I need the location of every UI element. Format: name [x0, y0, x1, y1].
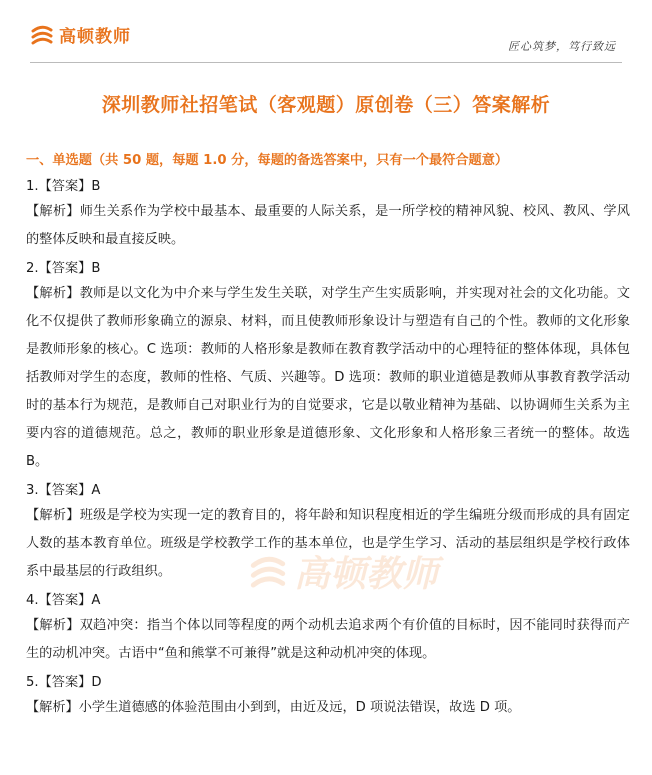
question-1-analysis: 【解析】师生关系作为学校中最基本、最重要的人际关系，是一所学校的精神风貌、校风、教风、学风的整体反映和最直接反映。 [26, 204, 630, 247]
question-2-answer: 2.【答案】B [26, 261, 101, 276]
question-3-analysis: 【解析】班级是学校为实现一定的教育目的，将年龄和知识程度相近的学生编班分级而形成的具有固定人数的基本教育单位。班级是学校教学工作的基本单位，也是学生学习、活动的基层组织是学校行政体系中最基层的行政组织。 [26, 508, 630, 579]
document-title: 深圳教师社招笔试（客观题）原创卷（三）答案解析 [101, 94, 551, 116]
question-1-answer: 1.【答案】B [26, 179, 101, 194]
question-4-answer: 4.【答案】A [26, 593, 101, 608]
question-5-analysis: 【解析】小学生道德感的体验范围由小到到，由近及远，D 项说法错误，故选 D 项。 [26, 700, 521, 715]
question-3-answer: 3.【答案】A [26, 483, 101, 498]
logo-mark-icon [30, 24, 54, 46]
watermark-text: 高顿教师 [294, 554, 439, 595]
header-divider [30, 62, 622, 63]
logo-text: 高顿教师 [59, 27, 131, 47]
question-4-analysis: 【解析】双趋冲突：指当个体以同等程度的两个动机去追求两个有价值的目标时，因不能同时获得而产生的动机冲突。古语中“鱼和熊掌不可兼得”就是这种动机冲突的体现。 [26, 618, 630, 661]
question-5-answer: 5.【答案】D [26, 675, 102, 690]
document-body [26, 150, 630, 722]
question-2-analysis: 【解析】教师是以文化为中介来与学生发生关联，对学生产生实质影响，并实现对社会的文化功能。文化不仅提供了教师形象确立的源泉、材料，而且使教师形象设计与塑造有自己的个性。教师的文化形象是教师形象的核心。C 选项：教师的人格形象是教师在教育教学活动中的心理特征的整体体现，具体包括教师对学生的态度，教师的性格、气质、兴趣等。D 选项：教师的职业道德是教师从事教育教学活动时的基本行为规范，是教师自己对职业行为的自觉要求，它是以敬业精神为基础、以协调师生关系为主要内容的道德规范。总之，教师的职业形象是道德形象、文化形象和人格形象三者统一的整体。故选 B。 [26, 286, 630, 469]
section-heading: 一、单选题（共 50 题，每题 1.0 分，每题的备选答案中，只有一个最符合题意） [26, 153, 509, 168]
page-header [0, 0, 652, 64]
header-slogan: 匠心筑梦，笃行致远 [508, 40, 616, 53]
logo [30, 22, 131, 47]
